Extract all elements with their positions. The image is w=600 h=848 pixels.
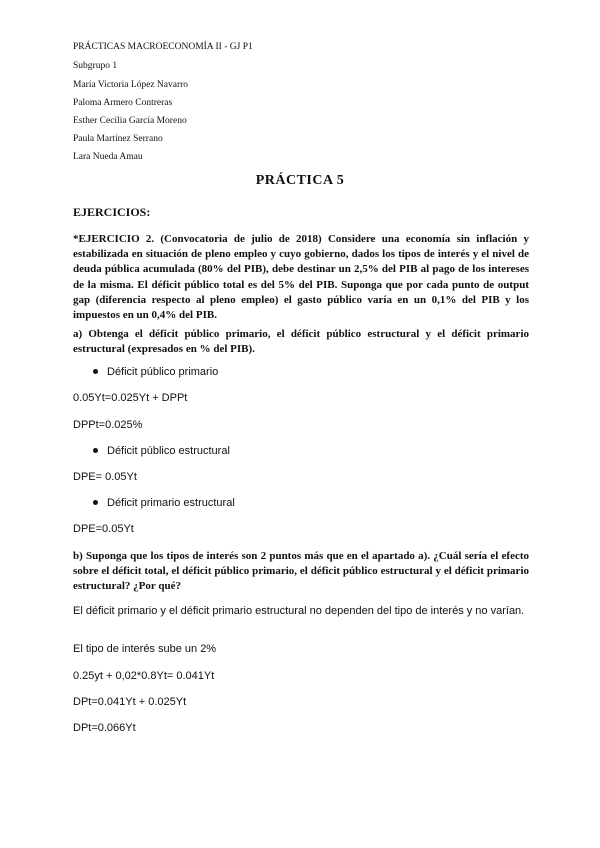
- answer-paragraph: El déficit primario y el déficit primario estructural no dependen del tipo de interés y no varían.: [73, 605, 525, 617]
- bullet-label: Déficit público primario: [107, 366, 219, 378]
- equation: DPt=0.066Yt: [73, 722, 136, 734]
- equation: 0.25yt + 0,02*0.8Yt= 0.041Yt: [73, 670, 215, 682]
- bullet-label: Déficit primario estructural: [107, 497, 235, 509]
- equation: DPE= 0.05Yt: [73, 471, 137, 483]
- bullet-label: Déficit público estructural: [107, 445, 230, 457]
- bullet-dot: [93, 369, 98, 374]
- subgroup-label: Subgrupo 1: [73, 61, 118, 71]
- bullet-item: [93, 497, 235, 509]
- equation: DPE=0.05Yt: [73, 523, 134, 535]
- equation: DPt=0.041Yt + 0.025Yt: [73, 696, 187, 708]
- section-heading: EJERCICIOS:: [73, 205, 151, 219]
- answer-text: El tipo de interés sube un 2%: [73, 643, 217, 655]
- author-name: María Victoria López Navarro: [73, 80, 189, 90]
- equation: DPPt=0.025%: [73, 419, 143, 431]
- bullet-dot: [93, 448, 98, 453]
- author-name: Paula Martínez Serrano: [73, 134, 163, 144]
- equation: 0.05Yt=0.025Yt + DPPt: [73, 392, 188, 404]
- author-name: Lara Nueda Amau: [73, 152, 143, 162]
- part-b-question: b) Suponga que los tipos de interés son 2 puntos más que en el apartado a). ¿Cuál sería el efecto sobre el déficit total, el déficit público primario, el déficit público estructural y el déficit primario estructural? ¿Por qué?: [73, 550, 529, 593]
- bullet-dot: [93, 500, 98, 505]
- bullet-item: [93, 445, 230, 457]
- exercise-statement: *EJERCICIO 2. (Convocatoria de julio de 2018) Considere una economía sin inflación y estabilizada en situación de pleno empleo y cuyo gobierno, dados los tipos de interés y el nivel de deuda pública acumulada (80% del PIB), debe destinar un 2,5% del PIB al pago de los intereses de la misma. El déficit público total es del 5% del PIB. Suponga que por cada punto de output gap (diferencia respecto al pleno empleo) el gasto público varía en un 0,1% del PIB y los impuestos en un 0,4% del PIB.: [73, 233, 529, 322]
- page-title: PRÁCTICA 5: [255, 173, 345, 188]
- author-name: Esther Cecilia García Moreno: [73, 116, 187, 126]
- author-name: Paloma Armero Contreras: [73, 98, 173, 108]
- course-header: PRÁCTICAS MACROECONOMÍA II - GJ P1: [73, 42, 253, 52]
- part-a-question: a) Obtenga el déficit público primario, el déficit público estructural y el déficit primario estructural (expresados en % del PIB).: [73, 328, 529, 356]
- bullet-item: [93, 366, 218, 378]
